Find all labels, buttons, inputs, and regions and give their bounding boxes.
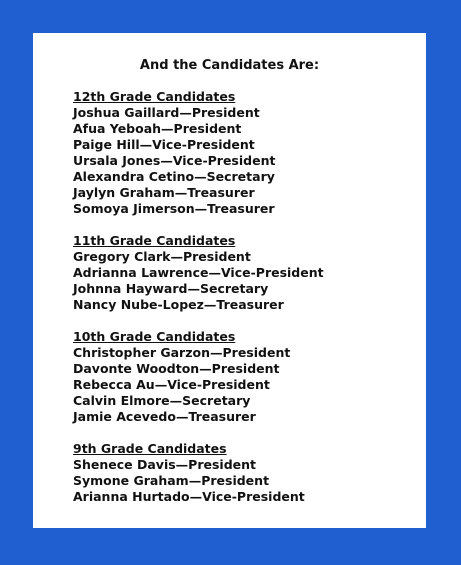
candidate-entry: Christopher Garzon—President xyxy=(73,345,291,360)
candidate-entry: Symone Graham—President xyxy=(73,473,270,488)
grade-9-group xyxy=(73,441,416,505)
page-title: And the Candidates Are: xyxy=(139,58,320,73)
candidate-entry: Jamie Acevedo—Treasurer xyxy=(73,409,256,424)
candidate-entry: Jaylyn Graham—Treasurer xyxy=(73,185,255,200)
grade-11-heading: 11th Grade Candidates xyxy=(73,233,236,248)
candidate-entry: Afua Yeboah—President xyxy=(73,121,242,136)
candidate-entry: Nancy Nube-Lopez—Treasurer xyxy=(73,297,284,312)
grade-9-heading: 9th Grade Candidates xyxy=(73,441,227,456)
candidate-entry: Adrianna Lawrence—Vice-President xyxy=(73,265,324,280)
grade-11-group xyxy=(73,233,416,313)
grade-12-group xyxy=(73,89,416,217)
candidate-entry: Joshua Gaillard—President xyxy=(73,105,260,120)
candidate-entry: Ursala Jones—Vice-President xyxy=(73,153,276,168)
candidate-entry: Davonte Woodton—President xyxy=(73,361,280,376)
candidate-entry: Rebecca Au—Vice-President xyxy=(73,377,270,392)
candidate-entry: Johnna Hayward—Secretary xyxy=(73,281,269,296)
document-page xyxy=(33,33,426,528)
candidate-entry: Paige Hill—Vice-President xyxy=(73,137,255,152)
candidate-list xyxy=(73,89,416,521)
candidate-entry: Gregory Clark—President xyxy=(73,249,251,264)
candidate-entry: Arianna Hurtado—Vice-President xyxy=(73,489,305,504)
grade-10-heading: 10th Grade Candidates xyxy=(73,329,236,344)
candidate-entry: Somoya Jimerson—Treasurer xyxy=(73,201,275,216)
grade-12-heading: 12th Grade Candidates xyxy=(73,89,236,104)
candidate-entry: Alexandra Cetino—Secretary xyxy=(73,169,275,184)
grade-10-group xyxy=(73,329,416,425)
candidate-entry: Shenece Davis—President xyxy=(73,457,257,472)
candidate-entry: Calvin Elmore—Secretary xyxy=(73,393,251,408)
